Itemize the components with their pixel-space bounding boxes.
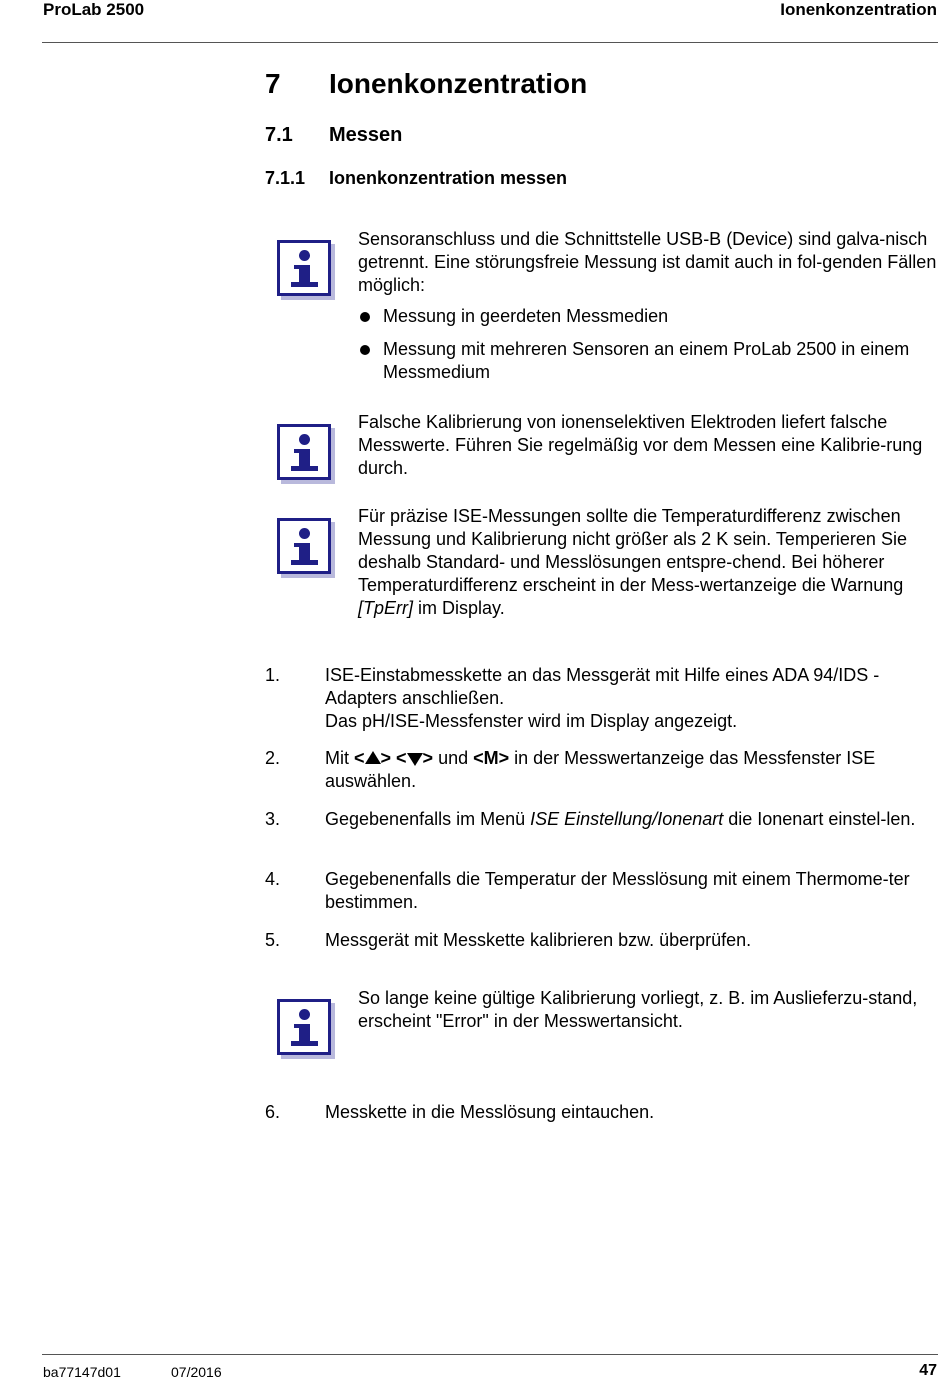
info-icon: [277, 424, 335, 484]
page-number: 47: [919, 1362, 937, 1379]
arrow-up-key-icon: [365, 751, 381, 764]
key-m: <M>: [473, 748, 510, 768]
note-text: Sensoranschluss und die Schnittstelle USB-B (Device) sind galva-nisch getrennt. Eine störungsfreie Messung ist damit auch in fol-genden Fällen möglich:: [358, 229, 937, 295]
bullet-item: Messung mit mehreren Sensoren an einem ProLab 2500 in einem Messmedium: [358, 338, 938, 384]
step-6: 6. Messkette in die Messlösung eintauchen.: [265, 1102, 655, 1122]
chapter-number: 7: [265, 68, 281, 99]
section-number: 7.1: [265, 124, 293, 146]
bullet-item: Messung in geerdeten Messmedien: [358, 305, 938, 328]
footer-doc-id: ba77147d01: [43, 1364, 121, 1380]
arrow-down-key-icon: [407, 753, 423, 766]
info-note-calibration: [358, 411, 938, 480]
info-icon: [277, 518, 335, 578]
header-chapter: Ionenkonzentration: [780, 0, 937, 19]
section-title: Messen: [329, 124, 403, 146]
info-note-temperature: [358, 505, 938, 620]
menu-path: ISE Einstellung/Ionenart: [530, 809, 724, 829]
bullet-dot: [360, 345, 370, 355]
info-note-error: [358, 987, 938, 1033]
header-rule: [42, 42, 938, 43]
step-1: 1. ISE-Einstabmesskette an das Messgerät mit Hilfe eines ADA 94/IDS -Adapters anschließen. Das pH/ISE-Messfenster wird im Display angezeigt.: [265, 665, 880, 731]
chapter-title: Ionenkonzentration: [329, 68, 588, 99]
bullet-list: [358, 305, 938, 384]
bullet-dot: [360, 312, 370, 322]
subsection-title: Ionenkonzentration messen: [329, 168, 568, 188]
step-5: 5. Messgerät mit Messkette kalibrieren bzw. überprüfen.: [265, 930, 752, 950]
info-icon: [277, 240, 335, 300]
footer-date: 07/2016: [171, 1364, 222, 1380]
note-text: Für präzise ISE-Messungen sollte die Temperaturdifferenz zwischen Messung und Kalibrierung nicht größer als 2 K sein. Temperieren Sie deshalb Standard- und Messlösungen entspre-chend. Bei höherer Temperaturdifferenz erscheint in der Mess-wertanzeige die Warnung [TpErr] im Display.: [358, 506, 907, 618]
header-product: ProLab 2500: [43, 0, 145, 19]
warning-code: [TpErr]: [358, 598, 414, 618]
info-note-galvanic: [358, 228, 938, 394]
note-text: So lange keine gültige Kalibrierung vorliegt, z. B. im Auslieferzu-stand, erscheint "Error" in der Messwertansicht.: [358, 988, 918, 1031]
subsection-number: 7.1.1: [265, 168, 306, 188]
note-text: Falsche Kalibrierung von ionenselektiven Elektroden liefert falsche Messwerte. Führen Sie regelmäßig vor dem Messen eine Kalibrie-rung durch.: [358, 412, 923, 478]
footer-rule: [42, 1354, 938, 1355]
info-icon: [277, 999, 335, 1059]
step-3: 3. Gegebenenfalls im Menü ISE Einstellung/Ionenart die Ionenart einstel-len.: [265, 809, 916, 829]
step-4: 4. Gegebenenfalls die Temperatur der Messlösung mit einem Thermome-ter bestimmen.: [265, 869, 910, 912]
step-2: 2. Mit < > < > und <M> in der Messwertanzeige das Messfenster ISE auswählen.: [265, 748, 876, 791]
